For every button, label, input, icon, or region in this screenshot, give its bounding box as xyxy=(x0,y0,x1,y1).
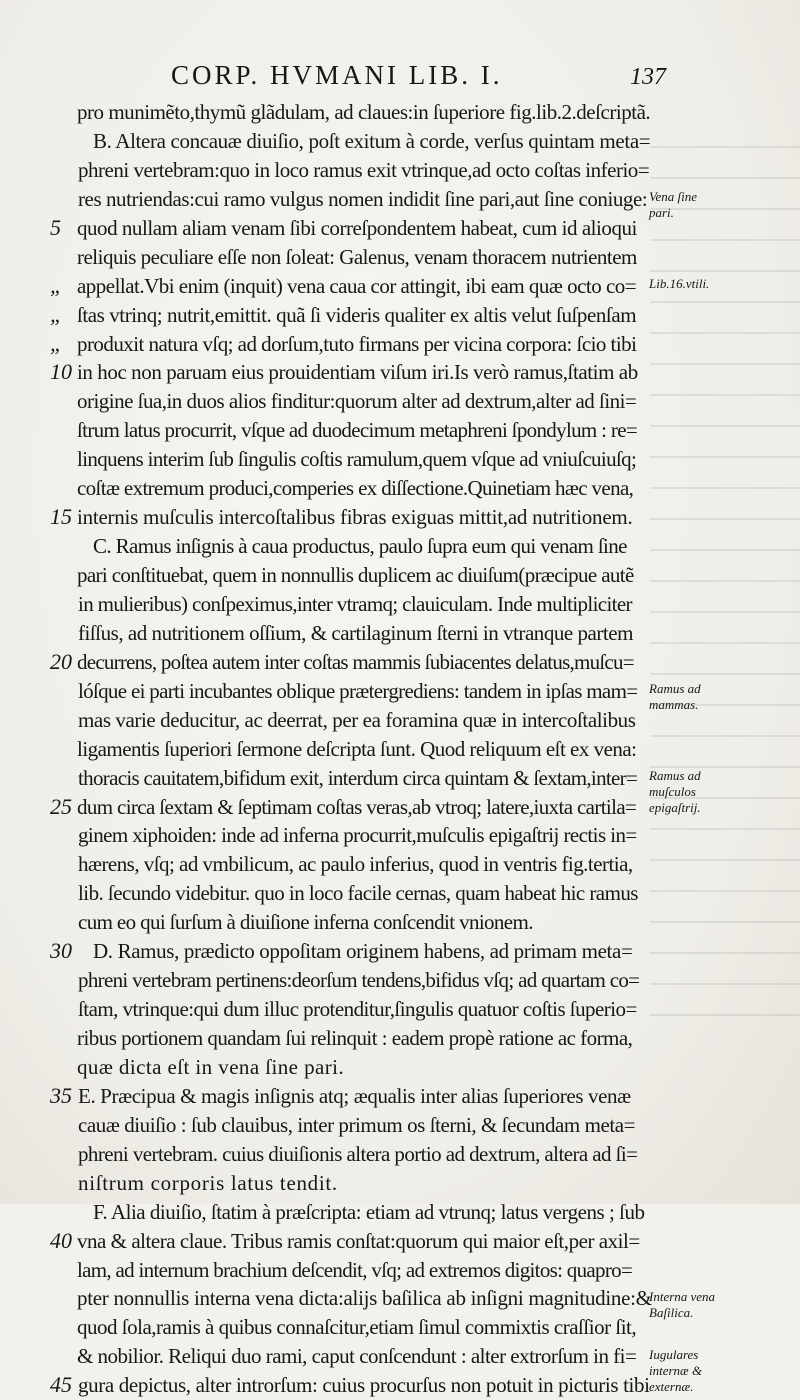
line-text: lam, ad internum brachium deſcendit, vſq; ad extremos digitos: quapro= xyxy=(77,1257,633,1282)
text-line xyxy=(0,995,800,1024)
text-line xyxy=(0,1256,800,1285)
line-text: hærens, vſq; ad vmbilicum, ac paulo inferius, quod in ventris fig.tertia, xyxy=(78,852,633,877)
line-text: lib. ſecundo videbitur. quo in loco facile cernas, quam habeat hic ramus xyxy=(78,881,638,906)
line-text: phreni vertebram. cuius diuiſionis altera portio ad dextrum, altera ad ſi= xyxy=(78,1141,638,1166)
line-text: quod ſola,ramis à quibus connaſcitur,etiam ſimul commixtis craſſior ſit, xyxy=(77,1315,637,1340)
page-number: 137 xyxy=(630,64,666,90)
text-line xyxy=(0,243,800,272)
text-line xyxy=(0,98,800,127)
line-text: phreni vertebram:quo in loco ramus exit vtrinque,ad octo coſtas inferio= xyxy=(78,157,650,182)
line-text: F. Alia diuiſio, ſtatim à præſcripta: etiam ad vtrunq; latus vergens ; ſub xyxy=(93,1199,645,1224)
line-text: linquens interim ſub ſingulis coſtis ramulum,quem vſque ad vniuſcuiuſq; xyxy=(77,447,637,472)
line-number: 25 xyxy=(50,793,72,819)
line-text: in mulieribus) conſpeximus,inter vtramq; clauiculam. Inde multipliciter xyxy=(78,591,632,616)
line-number: 20 xyxy=(50,648,72,674)
line-text: & nobilior. Reliqui duo rami, caput conſcendunt : alter extrorſum in fi= xyxy=(77,1344,637,1369)
line-text: internis muſculis intercoſtalibus fibras exiguas mittit,ad nutritionem. xyxy=(77,505,633,530)
text-line xyxy=(0,908,800,937)
line-number: „ xyxy=(50,272,63,298)
line-text: ginem xiphoiden: inde ad inferna procurrit,muſculis epigaſtrij rectis in= xyxy=(78,823,637,848)
line-text: ſtrum latus procurrit, vſque ad duodecimum metaphreni ſpondylum : re= xyxy=(77,418,638,443)
marginal-note: Vena ſine pari. xyxy=(649,188,698,220)
line-text: in hoc non paruam eius prouidentiam viſum iri.Is verò ramus,ſtatim ab xyxy=(77,360,638,385)
text-line xyxy=(0,330,800,359)
line-text: lóſque ei parti incubantes oblique prætergrediens: tandem in ipſas mam= xyxy=(78,678,638,703)
line-text: pari conſtituebat, quem in nonnullis duplicem ac diuiſum(præcipue autẽ xyxy=(77,563,634,587)
text-line xyxy=(0,445,800,474)
line-text: ſtas vtrinq; nutrit,emittit. quã ſi videris qualiter ex altis velut ſuſpenſam xyxy=(77,302,637,327)
line-text: cum eo qui ſurſum à diuiſione inferna conſcendit vnionem. xyxy=(78,910,533,935)
line-text: origine ſua,in duos alios finditur:quorum alter ad dextrum,alter ad ſini= xyxy=(77,389,637,414)
text-line xyxy=(0,821,800,850)
marginal-note: Ramus ad muſculos epigaſtrij. xyxy=(649,767,701,815)
text-line xyxy=(0,1024,800,1053)
marginal-note: Iugulares internæ & externæ. xyxy=(649,1346,703,1394)
text-line xyxy=(0,879,800,908)
line-number: „ xyxy=(50,330,63,356)
text-line xyxy=(0,1227,800,1256)
marginal-note: Ramus ad mammas. xyxy=(649,681,701,712)
line-text: ribus portionem quandam ſui relinquit : eadem propè ratione ac forma, xyxy=(77,1026,633,1050)
line-text: niſtrum corporis latus tendit. xyxy=(78,1170,338,1195)
line-text: quæ dicta eſt in vena ſine pari. xyxy=(77,1054,345,1079)
line-text: pter nonnullis interna vena dicta:alijs baſilica ab inſigni magnitudine:& xyxy=(77,1286,652,1311)
line-number: 40 xyxy=(50,1227,72,1253)
line-number: „ xyxy=(50,301,63,327)
text-line xyxy=(0,619,800,648)
line-text: pro munimẽto,thymũ glãdulam, ad claues:in ſuperiore fig.lib.2.deſcriptã. xyxy=(77,100,651,124)
line-text: dum circa ſextam & ſeptimam coſtas veras,ab vtroq; latere,iuxta cartila= xyxy=(77,794,637,819)
line-text: vna & altera claue. Tribus ramis conſtat:quorum qui maior eſt,per axil= xyxy=(77,1228,640,1253)
line-text: appellat.Vbi enim (inquit) vena caua cor attingit, ibi eam quæ octo co= xyxy=(77,273,637,298)
line-text: cauæ diuiſio : ſub clauibus, inter primum os ſterni, & ſecundam meta= xyxy=(78,1112,636,1137)
text-line xyxy=(0,416,800,445)
text-line xyxy=(0,648,800,677)
line-text: E. Præcipua & magis inſignis atq; æqualis inter alias ſuperiores venæ xyxy=(78,1083,631,1108)
main-text xyxy=(0,98,800,1400)
page-header xyxy=(0,60,800,100)
text-line xyxy=(0,387,800,416)
line-text: reliquis peculiare eſſe non ſoleat: Galenus, venam thoracem nutrientem xyxy=(77,244,637,269)
text-line xyxy=(0,127,800,156)
line-number: 35 xyxy=(50,1082,72,1108)
text-line xyxy=(0,503,800,532)
running-head: CORP. HVMANI LIB. I. xyxy=(171,60,503,90)
text-line xyxy=(0,301,800,330)
text-line xyxy=(0,850,800,879)
line-number: 45 xyxy=(50,1372,72,1398)
text-line xyxy=(0,1198,800,1227)
line-text: decurrens, poſtea autem inter coſtas mammis ſubiacentes delatus,muſcu= xyxy=(77,649,634,674)
text-line xyxy=(0,735,800,764)
line-number: 30 xyxy=(50,938,72,964)
text-line xyxy=(0,1053,800,1082)
text-line xyxy=(0,358,800,387)
line-text: thoracis cauitatem,bifidum exit, interdum circa quintam & ſextam,inter= xyxy=(78,765,638,790)
marginal-note: Interna vena Baſilica. xyxy=(649,1288,716,1320)
text-line xyxy=(0,1140,800,1169)
text-line xyxy=(0,1082,800,1111)
line-text: phreni vertebram pertinens:deorſum tendens,bifidus vſq; ad quartam co= xyxy=(78,968,640,993)
line-text: fiſſus, ad nutritionem oſſium, & cartilaginum ſterni in vtranque partem xyxy=(78,620,633,645)
line-number: 15 xyxy=(50,504,72,530)
text-line xyxy=(0,561,800,590)
text-line xyxy=(0,156,800,185)
line-text: C. Ramus inſignis à caua productus, paulo ſupra eum qui venam ſine xyxy=(93,534,627,559)
line-text: ſtam, vtrinque:qui dum illuc protenditur,ſingulis quatuor coſtis ſuperio= xyxy=(78,997,637,1022)
text-line xyxy=(0,590,800,619)
text-line xyxy=(0,1169,800,1198)
text-line xyxy=(0,937,800,966)
line-text: mas varie deducitur, ac deerrat, per ea foramina quæ in intercoſtalibus xyxy=(78,707,636,732)
text-line xyxy=(0,966,800,995)
line-text: produxit natura vſq; ad dorſum,tuto firmans per vicina corpora: ſcio tibi xyxy=(77,331,637,356)
line-text: D. Ramus, prædicto oppoſitam originem habens, ad primam meta= xyxy=(93,939,633,964)
text-line xyxy=(0,532,800,561)
line-number: 5 xyxy=(50,214,61,240)
line-text: coſtæ extremum produci,comperies ex diſſectione.Quinetiam hæc vena, xyxy=(77,476,634,501)
text-line xyxy=(0,1111,800,1140)
line-number: 10 xyxy=(50,359,72,385)
text-line xyxy=(0,474,800,503)
line-text: gura depictus, alter introrſum: cuius procurſus non potuit in picturis tibi xyxy=(78,1373,650,1398)
marginal-note: Lib.16.vtili. xyxy=(649,275,710,291)
line-text: ligamentis ſuperiori ſermone deſcripta ſunt. Quod reliquum eſt ex vena: xyxy=(77,736,637,761)
line-text: B. Altera concauæ diuiſio, poſt exitum à corde, verſus quintam meta= xyxy=(93,128,651,153)
line-text: quod nullam aliam venam ſibi correſpondentem habeat, cum id alioqui xyxy=(77,215,637,240)
line-text: res nutriendas:cui ramo vulgus nomen indidit ſine pari,aut ſine coniuge: xyxy=(78,186,648,211)
